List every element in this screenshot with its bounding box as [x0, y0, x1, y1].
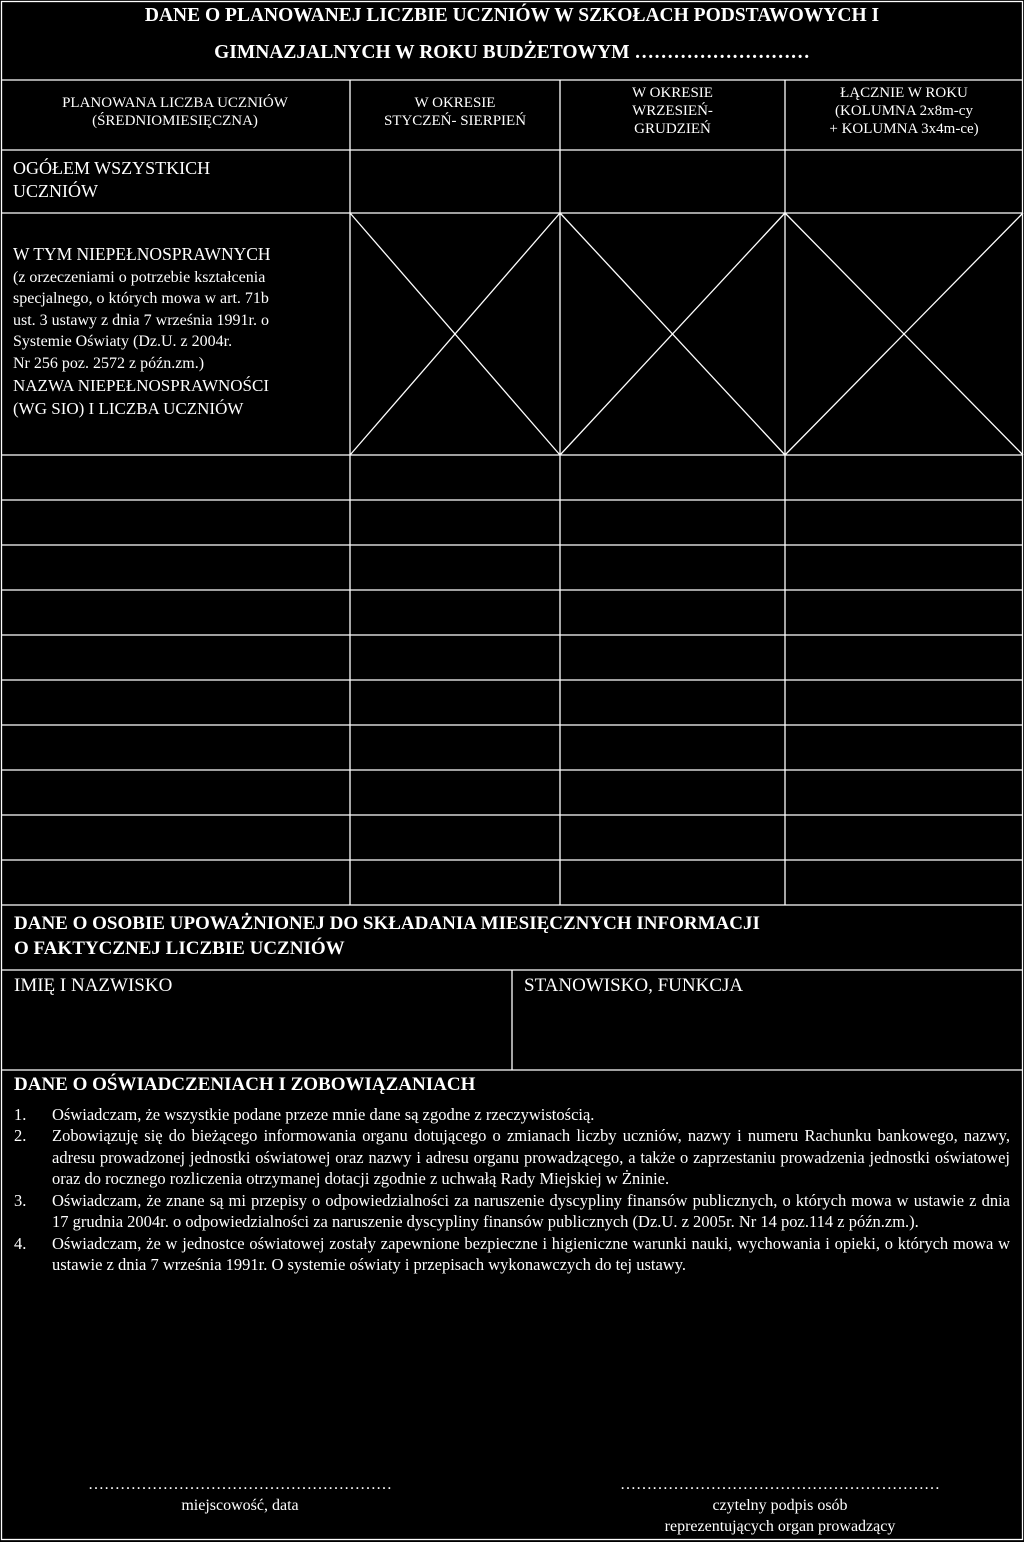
authorized-person-title-line2: O FAKTYCZNEJ LICZBIE UCZNIÓW [14, 937, 345, 959]
signature-place-date [40, 1475, 440, 1517]
declaration-text: Zobowiązuję się do bieżącego informowania organu dotującego o zmianach liczby uczniów, nazwy i numeru Rachunku bankowego, nazwy, adresu prowadzonej jednostki oświatowej oraz nazwy i adresu organu prowadzącego, a także o zaprzestaniu prowadzenia jednostki oświatowej oraz do rocznego rozliczenia otrzymanej dotacji zgodnie z uchwałą Rady Miejskiej w Żninie. [52, 1126, 1010, 1189]
authorized-person-title-line1: DANE O OSOBIE UPOWAŻNIONEJ DO SKŁADANIA MIESIĘCZNYCH INFORMACJI [14, 913, 760, 934]
declaration-item [14, 1104, 1010, 1125]
column-header-jan-aug [350, 94, 560, 130]
column-header-yearly-line2: (KOLUMNA 2x8m-cy [835, 103, 973, 119]
signature-place-date-label: miejscowość, data [181, 1496, 299, 1514]
column-header-jan-aug-line2: STYCZEŃ- SIERPIEŃ [383, 113, 527, 129]
signature-representatives-label-line2: reprezentujących organ prowadzący [664, 1517, 896, 1535]
row-label-disabled [13, 243, 348, 420]
declaration-text: Oświadczam, że znane są mi przepisy o odpowiedzialności za naruszenie dyscypliny finansów publicznych, o których mowa w ustawie z dnia 17 grudnia 2004r. o odpowiedzialności za naruszenie dyscypliny finansów publicznych (Dz.U. z 2005r. Nr 14 poz.114 z późn.zm.). [52, 1190, 1010, 1232]
row-label-total [13, 157, 210, 204]
form-title-line1: DANE O PLANOWANEJ LICZBIE UCZNIÓW W SZKOŁACH PODSTAWOWYCH I [144, 5, 880, 26]
name-field-label: IMIĘ I NAZWISKO [14, 975, 173, 996]
row-label-total-line2: UCZNIÓW [13, 181, 98, 202]
declarations-title: DANE O OŚWIADCZENIACH I ZOBOWIĄZANIACH [14, 1074, 476, 1095]
declaration-number: 1. [14, 1105, 27, 1124]
column-header-sep-dec [560, 84, 785, 138]
declaration-item [14, 1190, 1010, 1233]
column-header-yearly-line3: + KOLUMNA 3x4m-ce) [829, 121, 979, 137]
row-label-disabled-line3: ust. 3 ustawy z dnia 7 września 1991r. o [13, 311, 269, 329]
column-header-jan-aug-line1: W OKRESIE [414, 95, 496, 111]
row-label-disabled-line2: specjalnego, o których mowa w art. 71b [13, 290, 269, 308]
declaration-number: 2. [14, 1126, 27, 1146]
row-label-disabled-line6: NAZWA NIEPEŁNOSPRAWNOŚCI [13, 375, 270, 395]
declaration-item [14, 1233, 1010, 1276]
row-label-disabled-line7: (WG SIO) I LICZBA UCZNIÓW [13, 398, 244, 418]
position-field-label: STANOWISKO, FUNKCJA [524, 975, 744, 996]
column-header-planned-line2: (ŚREDNIOMIESIĘCZNA) [92, 113, 258, 129]
column-header-planned-line1: PLANOWANA LICZBA UCZNIÓW [62, 95, 288, 111]
row-label-disabled-line1: (z orzeczeniami o potrzebie kształcenia [13, 268, 266, 286]
row-label-total-line1: OGÓŁEM WSZYSTKICH [13, 158, 211, 178]
row-label-disabled-title: W TYM NIEPEŁNOSPRAWNYCH [13, 244, 271, 264]
signature-place-date-dots: ………………………………………………… [88, 1476, 392, 1493]
column-header-sep-dec-line1: W OKRESIE [632, 85, 713, 101]
row-label-disabled-line4: Systemie Oświaty (Dz.U. z 2004r. [13, 333, 233, 351]
column-header-sep-dec-line3: GRUDZIEŃ [634, 121, 711, 137]
declarations-list [14, 1104, 1010, 1276]
authorized-person-title [14, 912, 760, 961]
column-header-yearly-line1: ŁĄCZNIE W ROKU [840, 85, 968, 101]
column-header-planned [0, 94, 350, 130]
form-title-line2: GIMNAZJALNYCH W ROKU BUDŻETOWYM ……………………… [214, 42, 810, 63]
column-header-yearly-total [785, 84, 1023, 138]
declaration-number: 3. [14, 1190, 27, 1210]
declaration-text: Oświadczam, że w jednostce oświatowej zostały zapewnione bezpieczne i higieniczne warunki nauki, wychowania i opieki, o których mowa w ustawie z dnia 7 września 1991r. O systemie oświaty i przepisach wykonawczych do tej ustawy. [52, 1233, 1010, 1275]
column-header-sep-dec-line2: WRZESIEŃ- [632, 103, 713, 119]
row-label-disabled-line5: Nr 256 poz. 2572 z późn.zm.) [13, 355, 205, 372]
signature-representatives-dots: …………………………………………………… [620, 1476, 940, 1493]
declaration-text: Oświadczam, że wszystkie podane przeze mnie dane są zgodne z rzeczywistością. [52, 1105, 595, 1124]
declaration-number: 4. [14, 1233, 27, 1253]
signature-representatives [560, 1475, 1000, 1537]
declaration-item [14, 1125, 1010, 1189]
signature-representatives-label-line1: czytelny podpis osób [712, 1496, 848, 1514]
